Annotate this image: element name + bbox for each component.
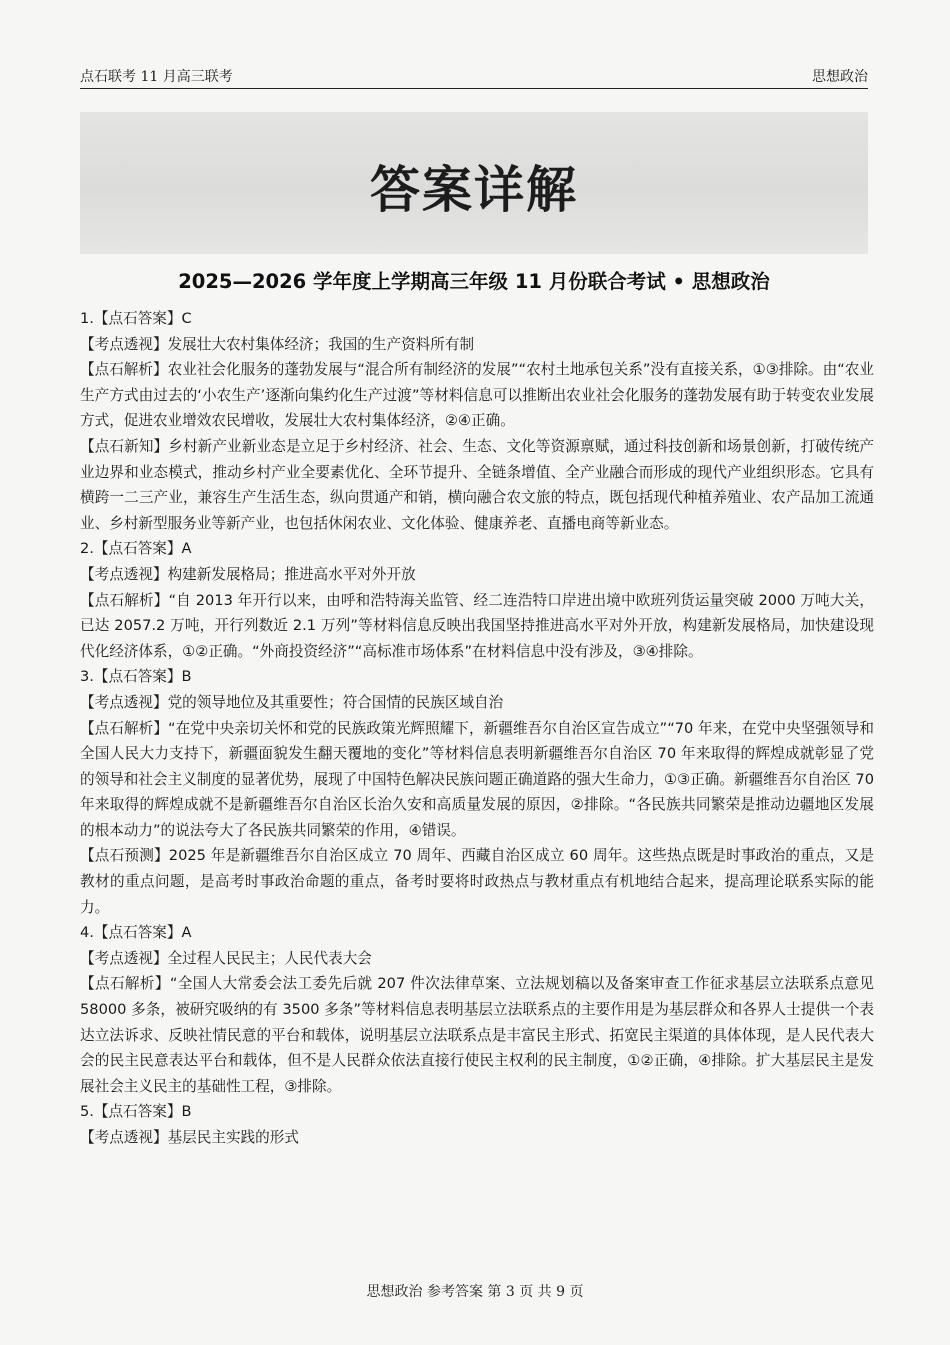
q2-topic: 【考点透视】构建新发展格局；推进高水平对外开放 [80,565,416,583]
q1-new-knowledge: 【点石新知】乡村新产业新业态是立足于乡村经济、社会、生态、文化等资源禀赋，通过科技创新和场景创新，打破传统产业边界和业态模式，推动乡村产业全要素优化、全环节提升、全链条增值、全产业融合而形成的现代产业组织形态。它具有横跨一二三产业，兼容生产生活生态，纵向贯通产和销，横向融合农文旅的特点，既包括现代种植养殖业、农产品加工流通业、乡村新型服务业等新产业，也包括休闲农业、文化体验、健康养老、直播电商等新业态。 [80,437,874,532]
banner-title: 答案详解 [370,160,578,219]
exam-subtitle: 2025—2026 学年度上学期高三年级 11 月份联合考试 • 思想政治 [178,270,770,293]
page-header [80,62,868,89]
q5-answer: 5.【点石答案】B [80,1103,192,1121]
q4-answer: 4.【点石答案】A [80,924,192,942]
q5-topic: 【考点透视】基层民主实践的形式 [80,1129,299,1146]
q1-answer: 1.【点石答案】C [80,310,192,327]
title-banner [80,112,868,254]
q2-analysis: 【点石解析】“自 2013 年开行以来，由呼和浩特海关监管、经二连浩特口岸进出境中欧班列货运量突破 2000 万吨大关，已达 2057.2 万吨，开行列数近 2.1 万列”等材料信息反映出我国坚持推进高水平对外开放，构建新发展格局，加快建设现代化经济体系，①②正确。“外商投资经济”“高标准市场体系”在材料信息中没有涉及，③④排除。 [80,591,874,660]
q3-analysis: 【点石解析】“在党中央亲切关怀和党的民族政策光辉照耀下，新疆维吾尔自治区宣告成立”“70 年来，在党中央坚强领导和全国人民大力支持下，新疆面貌发生翻天覆地的变化”等材料信息表明新疆维吾尔自治区 70 年来取得的辉煌成就彰显了党的领导和社会主义制度的显著优势，展现了中国特色解决民族问题正确道路的强大生命力，①③正确。新疆维吾尔自治区 70 年来取得的辉煌成就不是新疆维吾尔自治区长治久安和高质量发展的原因，②排除。“各民族共同繁荣是推动边疆地区发展的根本动力”的说法夸大了各民族共同繁荣的作用，④错误。 [80,719,874,839]
q1-analysis: 【点石解析】农业社会化服务的蓬勃发展与“混合所有制经济的发展”“农村土地承包关系”没有直接关系，①③排除。由“农业生产方式由过去的‘小农生产’逐渐向集约化生产过渡”等材料信息可以推断出农业社会化服务的蓬勃发展有助于转变农业发展方式，促进农业增效农民增收，发展壮大农村集体经济，②④正确。 [80,361,874,430]
q2-answer: 2.【点石答案】A [80,540,192,558]
q4-topic: 【考点透视】全过程人民民主；人民代表大会 [80,949,372,967]
q1-topic: 【考点透视】发展壮大农村集体经济；我国的生产资料所有制 [80,335,475,353]
header-exam-name: 点石联考 11 月高三联考 [80,69,233,85]
header-subject: 思想政治 [812,69,868,85]
q3-topic: 【考点透视】党的领导地位及其重要性；符合国情的民族区域自治 [80,693,504,711]
q3-prediction: 【点石预测】2025 年是新疆维吾尔自治区成立 70 周年、西藏自治区成立 60 周年。这些热点既是时事政治的重点，又是教材的重点问题，是高考时事政治命题的重点，备考时要将时政热点与教材重点有机地结合起来，提高理论联系实际的能力。 [80,847,874,916]
page-footer: 思想政治 参考答案 第 3 页 共 9 页 [366,1284,584,1300]
answer-content [80,306,874,1151]
q3-answer: 3.【点石答案】B [80,668,192,686]
q4-analysis: 【点石解析】“全国人大常委会法工委先后就 207 件次法律草案、立法规划稿以及备案审查工作征求基层立法联系点意见 58000 多条，被研究吸纳的有 3500 多条”等材料信息表明基层立法联系点的主要作用是为基层群众和各界人士提供一个表达立法诉求、反映社情民意的平台和载体，说明基层立法联系点是丰富民主形式、拓宽民主渠道的具体体现，是人民代表大会的民主民意表达平台和载体，但不是人民群众依法直接行使民主权利的民主制度，①②正确，④排除。扩大基层民主是发展社会主义民主的基础性工程，③排除。 [80,975,874,1095]
